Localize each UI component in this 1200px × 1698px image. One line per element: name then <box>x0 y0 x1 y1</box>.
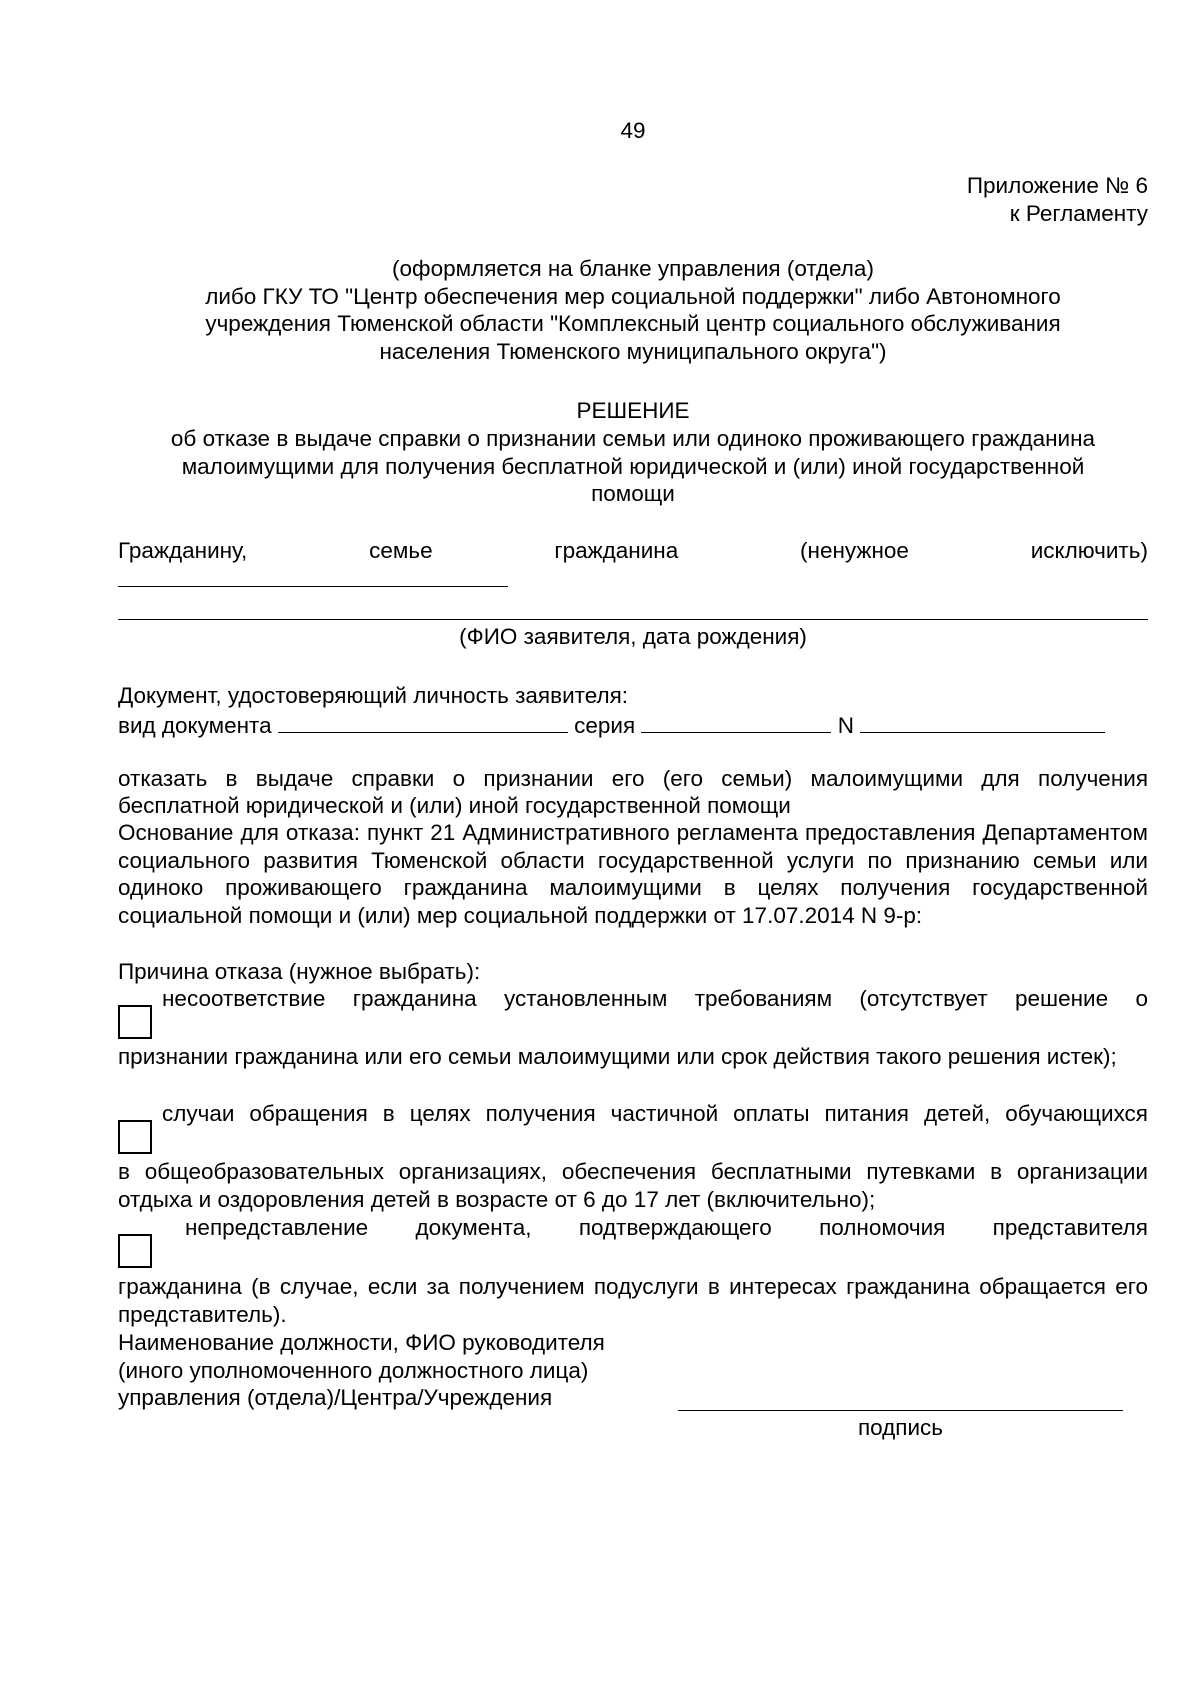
reason-1-checkbox[interactable] <box>118 1005 152 1039</box>
signatory-line: управления (отдела)/Центра/Учреждения <box>118 1385 553 1410</box>
letterhead-note-line: учреждения Тюменской области "Комплексный центр социального обслуживания <box>205 311 1061 336</box>
reason-1-text-a: несоответствие гражданина установленным требованиям (отсутствует решение о <box>162 986 1148 1011</box>
appendix-line-1: Приложение № 6 <box>966 173 1148 198</box>
refusal-line-2: бесплатной юридической и (или) иной государственной помощи <box>118 793 791 818</box>
addressee-blank-short[interactable] <box>118 586 508 587</box>
reason-2-text-a: случаи обращения в целях получения частичной оплаты питания детей, обучающихся <box>162 1101 1148 1126</box>
reason-3-checkbox[interactable] <box>118 1234 152 1268</box>
reason-3-text-b: гражданина (в случае, если за получением подуслуги в интересах гражданина обращается его представитель). <box>118 1274 1148 1327</box>
letterhead-note-line: (оформляется на бланке управления (отдела) <box>392 256 874 281</box>
addressee-word: Гражданину, <box>118 538 248 563</box>
subtitle-line: помощи <box>591 481 675 506</box>
appendix-label <box>118 172 1148 227</box>
refusal-basis: Основание для отказа: пункт 21 Административного регламента предоставления Департаментом социального развития Тюменской области государственной услуги по признанию семьи или одиноко проживающего гражданина малоимущими в целях получения государственной социальной помощи и (или) мер социальной поддержки от 17.07.2014 N 9-р: <box>118 820 1148 928</box>
page-number: 49 <box>620 118 646 143</box>
addressee-word: гражданина <box>554 538 679 563</box>
applicant-caption: (ФИО заявителя, дата рождения) <box>459 624 807 649</box>
addressee-word: семье <box>369 538 433 563</box>
doc-type-blank[interactable] <box>278 710 568 733</box>
id-document-heading: Документ, удостоверяющий личность заявителя: <box>118 683 629 708</box>
doc-series-label: серия <box>574 713 636 738</box>
reason-2-checkbox[interactable] <box>118 1120 152 1154</box>
reason-heading: Причина отказа (нужное выбрать): <box>118 959 481 984</box>
doc-number-blank[interactable] <box>860 710 1105 733</box>
signatory-line: Наименование должности, ФИО руководителя <box>118 1330 605 1355</box>
signature-blank[interactable] <box>678 1410 1123 1411</box>
document-title: РЕШЕНИЕ <box>576 398 690 423</box>
addressee-line <box>118 537 1148 565</box>
addressee-word: (ненужное <box>800 538 909 563</box>
refusal-line-1: отказать в выдаче справки о признании его (его семьи) малоимущими для получения <box>118 766 1148 791</box>
addressee-word: исключить) <box>1030 538 1148 563</box>
signature-caption: подпись <box>857 1415 944 1440</box>
letterhead-note <box>118 255 1148 365</box>
reason-3-text-a: непредставление документа, подтверждающего полномочия представителя <box>185 1215 1148 1240</box>
subtitle-line: об отказе в выдаче справки о признании семьи или одиноко проживающего гражданина <box>170 426 1096 451</box>
subtitle-line: малоимущими для получения бесплатной юридической и (или) иной государственной <box>181 453 1085 479</box>
reason-1-text-b: признании гражданина или его семьи малоимущими или срок действия такого решения истек); <box>118 1044 1117 1069</box>
doc-number-label: N <box>837 713 854 738</box>
id-document-fields <box>118 710 1148 740</box>
appendix-line-2: к Регламенту <box>1009 200 1148 226</box>
letterhead-note-line: населения Тюменского муниципального округа") <box>379 338 887 364</box>
signatory-line: (иного уполномоченного должностного лица) <box>118 1357 589 1383</box>
reason-2-text-b: в общеобразовательных организациях, обеспечения бесплатными путевками в организации отдыха и оздоровления детей в возрасте от 6 до 17 лет (включительно); <box>118 1159 1148 1212</box>
doc-series-blank[interactable] <box>641 710 831 733</box>
signatory-block <box>118 1329 718 1412</box>
letterhead-note-line: либо ГКУ ТО "Центр обеспечения мер социальной поддержки" либо Автономного <box>205 283 1061 309</box>
doc-type-label: вид документа <box>118 713 272 738</box>
document-subtitle <box>118 425 1148 508</box>
addressee-blank-long[interactable] <box>118 619 1148 620</box>
